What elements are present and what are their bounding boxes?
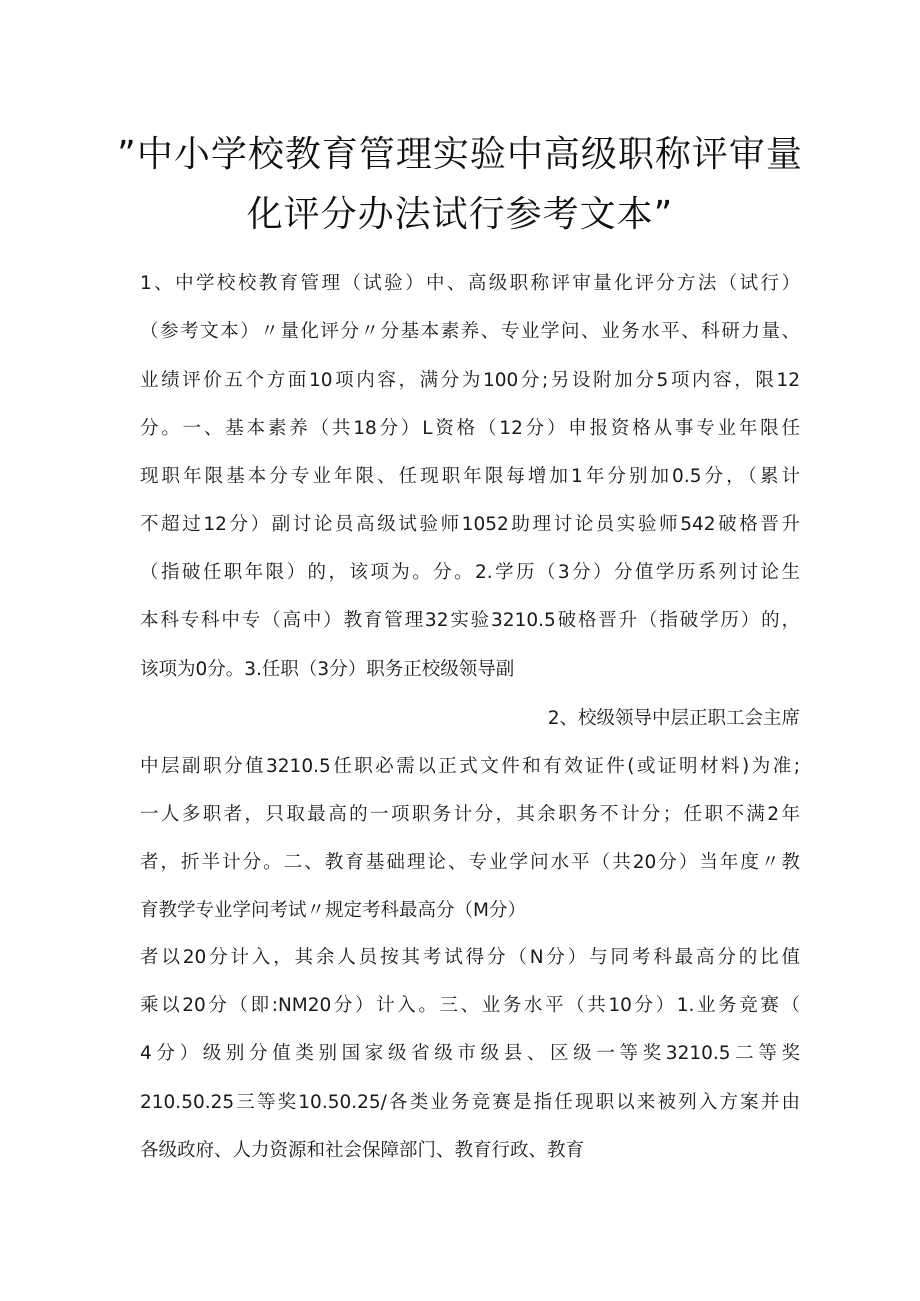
body-line: 210.50.25三等奖10.50.25/各类业务竞赛是指任现职以来被列入方案并由: [140, 1092, 800, 1113]
body-line: 乘以20分（即:NM20分）计入。三、业务水平（共10分）1.业务竞赛（: [140, 995, 800, 1016]
body-line: 本科专科中专（高中）教育管理32实验3210.5破格晋升（指破学历）的，: [140, 610, 800, 631]
body-line: 者以20分计入，其余人员按其考试得分（N分）与同考科最高分的比值: [140, 947, 800, 968]
document-title-line-2: 化评分办法试行参考文本”: [246, 194, 674, 235]
body-line: 2、校级领导中层正职工会主席: [547, 708, 800, 729]
body-line: 者，折半计分。二、教育基础理论、专业学问水平（共20分）当年度〃教: [140, 852, 800, 873]
body-line: （参考文本）〃量化评分〃分基本素养、专业学问、业务水平、科研力量、: [140, 321, 800, 342]
body-line: 各级政府、人力资源和社会保障部门、教育行政、教育: [140, 1140, 585, 1161]
body-line: 不超过12分）副讨论员高级试验师1052助理讨论员实验师542破格晋升: [140, 514, 800, 535]
body-line: 现职年限基本分专业年限、任现职年限每增加1年分别加0.5分，（累计: [140, 466, 800, 487]
body-line: 分。一、基本素养（共18分）L资格（12分）申报资格从事专业年限任: [140, 418, 800, 439]
body-line: 1、中学校校教育管理（试验）中、高级职称评审量化评分方法（试行）: [140, 273, 800, 294]
body-line: 4分）级别分值类别国家级省级市级县、区级一等奖3210.5二等奖: [140, 1043, 800, 1064]
document-title-line-1: ”中小学校教育管理实验中高级职称评审量: [117, 134, 803, 175]
body-line: 该项为0分。3.任职（3分）职务正校级领导副: [140, 659, 515, 680]
body-line: 育教学专业学问考试〃规定考科最高分（M分）: [140, 900, 526, 921]
body-line: 中层副职分值3210.5任职必需以正式文件和有效证件(或证明材料)为准;: [140, 756, 800, 777]
body-line: 业绩评价五个方面10项内容，满分为100分;另设附加分5项内容，限12: [140, 370, 800, 391]
body-line: （指破任职年限）的，该项为。分。2.学历（3分）分值学历系列讨论生: [140, 562, 800, 583]
body-line: 一人多职者，只取最高的一项职务计分，其余职务不计分；任职不满2年: [140, 804, 800, 825]
